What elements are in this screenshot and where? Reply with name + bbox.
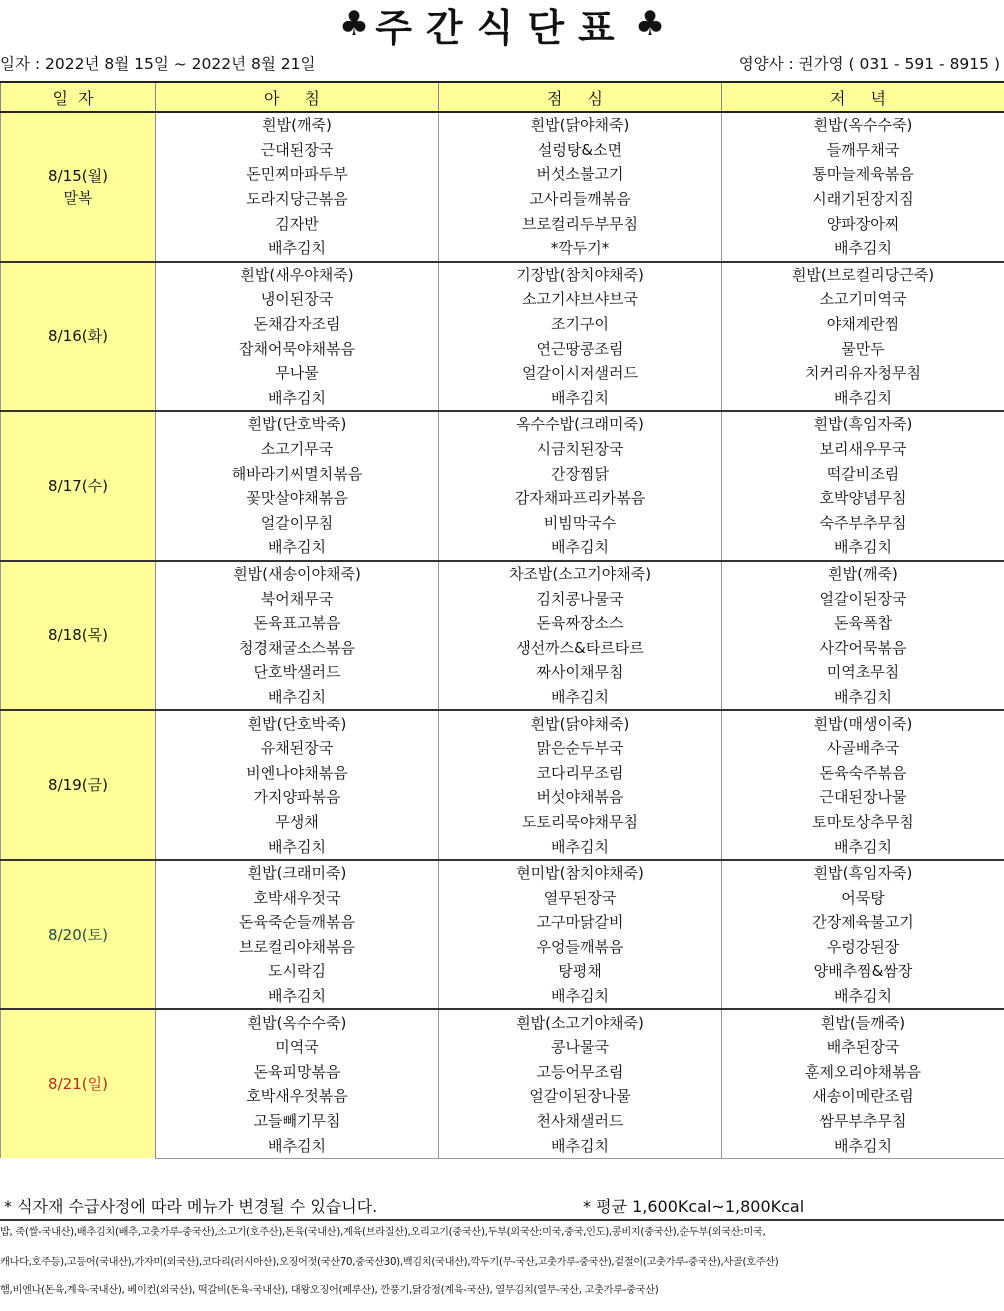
day-date: 8/15(월) [48,166,108,185]
day-date-cell [1,710,156,860]
divider [0,1219,1004,1221]
lunch-item: 버섯소불고기 [439,162,722,187]
lunch-item: 김치콩나물국 [439,586,722,611]
column-header-breakfast: 아 침 [156,82,439,112]
table-row [1,710,1004,736]
breakfast-item: 유채된장국 [156,736,439,761]
day-date-cell [1,262,156,412]
table-row [1,411,1004,437]
dinner-item: 흰밥(매생이죽) [722,710,1004,736]
lunch-item: 배추김치 [439,834,722,860]
lunch-item: 설렁탕&소면 [439,138,722,163]
day-date: 8/17(수) [48,476,108,495]
breakfast-item: 북어채무국 [156,586,439,611]
breakfast-item: 청경채굴소스볶음 [156,635,439,660]
lunch-item: 버섯야채볶음 [439,785,722,810]
breakfast-item: 냉이된장국 [156,287,439,312]
breakfast-item: 배추김치 [156,535,439,561]
dinner-item: 들깨무채국 [722,138,1004,163]
breakfast-item: 흰밥(새우야채죽) [156,262,439,288]
lunch-item: 고사리들깨볶음 [439,187,722,212]
notice-text: * 식자재 수급사정에 따라 메뉴가 변경될 수 있습니다. [4,1197,378,1216]
breakfast-item: 근대된장국 [156,138,439,163]
menu-table [0,81,1004,1159]
dinner-item: 사골배추국 [722,736,1004,761]
dinner-item: 흰밥(깨죽) [722,561,1004,587]
dinner-item: 근대된장나물 [722,785,1004,810]
lunch-item: 콩나물국 [439,1035,722,1060]
table-row [1,860,1004,886]
lunch-item: 조기구이 [439,312,722,337]
lunch-item: 옥수수밥(크래미죽) [439,411,722,437]
dinner-item: 숙주부추무침 [722,511,1004,536]
column-header-dinner: 저 녁 [722,82,1004,112]
breakfast-item: 돈민찌마파두부 [156,162,439,187]
table-row [1,561,1004,587]
lunch-item: 차조밥(소고기야채죽) [439,561,722,587]
breakfast-item: 흰밥(옥수수죽) [156,1009,439,1035]
title-text: 주간식단표 [375,5,629,50]
dinner-item: 배추김치 [722,386,1004,412]
club-icon: ♣ [634,4,666,44]
breakfast-item: 비엔나야채볶음 [156,760,439,785]
lunch-item: 현미밥(참치야채죽) [439,860,722,886]
breakfast-item: 가지양파볶음 [156,785,439,810]
dinner-item: 배추김치 [722,685,1004,711]
lunch-item: 도토리묵야채무침 [439,810,722,835]
day-date: 8/19(금) [48,776,108,795]
lunch-item: 열무된장국 [439,885,722,910]
origin-line: 밥, 죽(쌀-국내산),배추김치(배추,고춧가루-중국산),소고기(호주산),돈육(국내산),계육(브라질산),오리고기(중국산),두부(외국산:미국,중국,인도),콩비지(중국산),순두부(외국산:미국, [0,1227,766,1238]
breakfast-item: 얼갈이무침 [156,511,439,536]
lunch-item: 천사채샐러드 [439,1109,722,1134]
dinner-item: 돈육폭찹 [722,611,1004,636]
day-date-cell [1,860,156,1010]
breakfast-item: 호박새우젓볶음 [156,1084,439,1109]
dinner-item: 떡갈비조림 [722,461,1004,486]
dinner-item: 흰밥(흑임자죽) [722,411,1004,437]
table-row [1,1009,1004,1035]
lunch-item: 돈육짜장소스 [439,611,722,636]
lunch-item: 탕평채 [439,959,722,984]
breakfast-item: 돈육죽순들깨볶음 [156,910,439,935]
breakfast-item: 배추김치 [156,386,439,412]
breakfast-item: 도시락김 [156,959,439,984]
dinner-item: 소고기미역국 [722,287,1004,312]
dinner-item: 돈육숙주볶음 [722,760,1004,785]
lunch-item: 연근땅콩조림 [439,336,722,361]
column-header-date: 일자 [1,82,156,112]
club-icon: ♣ [338,4,370,44]
breakfast-item: 해바라기씨멸치볶음 [156,461,439,486]
dinner-item: 어묵탕 [722,885,1004,910]
breakfast-item: 고들빼기무침 [156,1109,439,1134]
dinner-item: 토마토상추무침 [722,810,1004,835]
lunch-item: 기장밥(참치야채죽) [439,262,722,288]
lunch-item: 배추김치 [439,535,722,561]
breakfast-item: 흰밥(단호박죽) [156,710,439,736]
dinner-item: 호박양념무침 [722,486,1004,511]
breakfast-item: 배추김치 [156,1133,439,1158]
breakfast-item: 미역국 [156,1035,439,1060]
lunch-item: 소고기샤브샤브국 [439,287,722,312]
lunch-item: 배추김치 [439,984,722,1010]
table-row [1,262,1004,288]
breakfast-item: 브로컬리야채볶음 [156,935,439,960]
breakfast-item: 꽃맛살야채볶음 [156,486,439,511]
dinner-item: 양파장아찌 [722,211,1004,236]
dinner-item: 얼갈이된장국 [722,586,1004,611]
origin-line: 캐나다,호주등),고등어(국내산),가자미(외국산),코다리(러시아산),오징어젓(국산70,중국산30),백김치(국내산),깍두기(무-국산,고춧가루-중국산),겉절이(고춧가루-중국산),사골(호주산) [0,1257,779,1268]
dinner-item: 보리새우무국 [722,437,1004,462]
dinner-item: 훈제오리야채볶음 [722,1060,1004,1085]
day-date: 8/18(목) [48,626,108,645]
lunch-item: 짜사이채무침 [439,660,722,685]
day-note: 말복 [63,188,93,207]
lunch-item: 고등어무조림 [439,1060,722,1085]
breakfast-item: 흰밥(단호박죽) [156,411,439,437]
dinner-item: 야채계란찜 [722,312,1004,337]
breakfast-item: 소고기무국 [156,437,439,462]
dinner-item: 양배추찜&쌈장 [722,959,1004,984]
dinner-item: 흰밥(옥수수죽) [722,112,1004,138]
dinner-item: 배추된장국 [722,1035,1004,1060]
breakfast-item: 돈육표고볶음 [156,611,439,636]
breakfast-item: 돈채감자조림 [156,312,439,337]
day-date-cell [1,112,156,262]
breakfast-item: 잡채어묵야채볶음 [156,336,439,361]
lunch-item: 배추김치 [439,685,722,711]
dinner-item: 흰밥(들깨죽) [722,1009,1004,1035]
page-title [0,0,1004,48]
lunch-item: 감자채파프리카볶음 [439,486,722,511]
dinner-item: 사각어묵볶음 [722,635,1004,660]
lunch-item: 얼갈이된장나물 [439,1084,722,1109]
menu-body [1,112,1004,1158]
day-date-cell [1,1009,156,1158]
period-text: 일자 : 2022년 8월 15일 ~ 2022년 8월 21일 [0,55,316,73]
breakfast-item: 흰밥(크래미죽) [156,860,439,886]
lunch-item: 브로컬리두부무침 [439,211,722,236]
dinner-item: 흰밥(브로컬리당근죽) [722,262,1004,288]
dinner-item: 배추김치 [722,1133,1004,1158]
breakfast-item: 흰밥(깨죽) [156,112,439,138]
breakfast-item: 배추김치 [156,685,439,711]
header-row [1,82,1004,112]
dinner-item: 미역초무침 [722,660,1004,685]
lunch-item: 흰밥(닭야채죽) [439,710,722,736]
dinner-item: 배추김치 [722,535,1004,561]
day-date: 8/21(일) [48,1075,108,1094]
breakfast-item: 배추김치 [156,834,439,860]
dinner-item: 물만두 [722,336,1004,361]
lunch-item: 흰밥(소고기야채죽) [439,1009,722,1035]
breakfast-item: 흰밥(새송이야채죽) [156,561,439,587]
breakfast-item: 도라지당근볶음 [156,187,439,212]
lunch-item: 시금치된장국 [439,437,722,462]
column-header-lunch: 점 심 [439,82,722,112]
lunch-item: 배추김치 [439,1133,722,1158]
breakfast-item: 호박새우젓국 [156,885,439,910]
lunch-item: 비빔막국수 [439,511,722,536]
lunch-item: 생선까스&타르타르 [439,635,722,660]
lunch-item: 얼갈이시저샐러드 [439,361,722,386]
day-date-cell [1,411,156,561]
lunch-item: 코다리무조림 [439,760,722,785]
lunch-item: 맑은순두부국 [439,736,722,761]
breakfast-item: 김자반 [156,211,439,236]
dinner-item: 배추김치 [722,236,1004,262]
dinner-item: 배추김치 [722,834,1004,860]
dinner-item: 통마늘제육볶음 [722,162,1004,187]
lunch-item: 배추김치 [439,386,722,412]
dinner-item: 우렁강된장 [722,935,1004,960]
dinner-item: 배추김치 [722,984,1004,1010]
breakfast-item: 배추김치 [156,984,439,1010]
lunch-item: 고구마닭갈비 [439,910,722,935]
calorie-text: * 평균 1,600Kcal~1,800Kcal [583,1197,805,1216]
dinner-item: 쌈무부추무침 [722,1109,1004,1134]
breakfast-item: 배추김치 [156,236,439,262]
breakfast-item: 단호박샐러드 [156,660,439,685]
lunch-item: 우엉들깨볶음 [439,935,722,960]
dinner-item: 시래기된장지짐 [722,187,1004,212]
nutritionist-text: 영양사 : 권가영 ( 031 - 591 - 8915 ) [738,55,1000,73]
dinner-item: 치커리유자청무침 [722,361,1004,386]
breakfast-item: 무생채 [156,810,439,835]
day-date: 8/16(화) [48,327,108,346]
origin-line: 햄,비엔나(돈육,계육-국내산), 베이컨(외국산), 떡갈비(돈육-국내산), 대왕오징어(페루산), 깐풍기,닭강정(계육-국산), 열무김치(열무-국산, 고춧가루-중국산) [0,1285,659,1296]
breakfast-item: 돈육피망볶음 [156,1060,439,1085]
lunch-item: 흰밥(닭야채죽) [439,112,722,138]
breakfast-item: 무나물 [156,361,439,386]
dinner-item: 새송이메란조림 [722,1084,1004,1109]
dinner-item: 흰밥(흑임자죽) [722,860,1004,886]
dinner-item: 간장제육불고기 [722,910,1004,935]
day-date-cell [1,561,156,711]
day-date: 8/20(토) [48,925,108,944]
lunch-item: *깍두기* [439,236,722,262]
table-row [1,112,1004,138]
lunch-item: 간장찜닭 [439,461,722,486]
